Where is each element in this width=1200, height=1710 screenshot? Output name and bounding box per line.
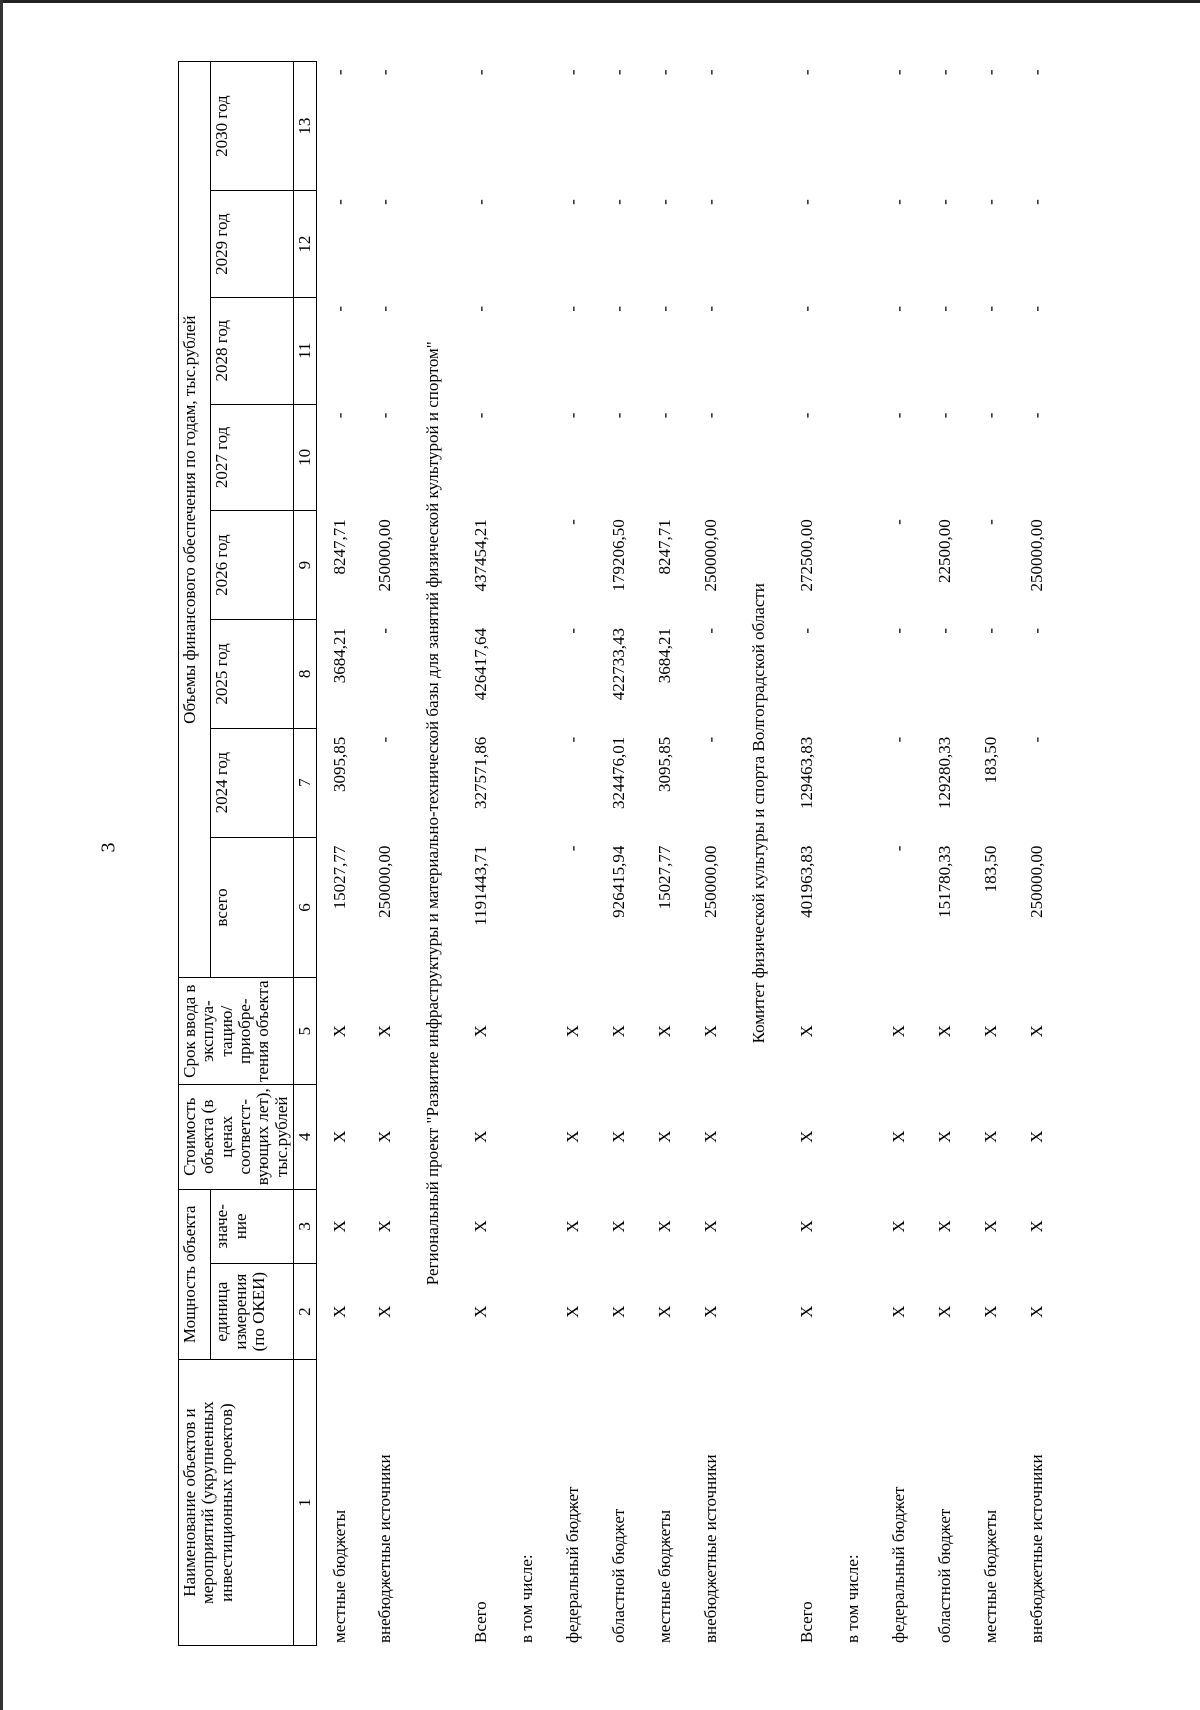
value-cell: - xyxy=(471,412,491,419)
value-cell xyxy=(505,511,551,620)
section-title xyxy=(735,62,785,1646)
value-cell: - xyxy=(563,412,583,419)
col-num: 5 xyxy=(294,978,317,1085)
table-cell: X xyxy=(1027,1220,1047,1233)
col-num: 7 xyxy=(294,728,317,837)
value-cell: - xyxy=(375,69,395,76)
value-cell: 8247,71 xyxy=(329,519,349,575)
header-2030: 2030 год xyxy=(211,62,294,191)
table-cell: X xyxy=(701,1130,721,1143)
value-cell: - xyxy=(935,199,955,205)
value-cell: - xyxy=(701,736,721,743)
value-cell: - xyxy=(655,199,675,205)
table-row xyxy=(551,62,597,1646)
table-row xyxy=(363,62,409,1646)
table-cell: X xyxy=(981,1220,1001,1233)
value-cell: 183,50 xyxy=(981,845,1001,893)
value-cell: 151780,33 xyxy=(935,845,955,918)
table-row xyxy=(1015,62,1061,1646)
value-cell: 3684,21 xyxy=(329,628,349,684)
value-cell xyxy=(831,404,877,511)
table-cell: X xyxy=(655,1305,675,1318)
financing-table xyxy=(178,61,1061,1646)
table-cell: X xyxy=(563,1220,583,1233)
row-label: Всего xyxy=(797,1601,817,1643)
value-cell xyxy=(831,191,877,298)
table-cell: X xyxy=(471,1130,491,1143)
table-row xyxy=(923,62,969,1646)
row-label: в том числе: xyxy=(517,1554,537,1643)
value-cell: - xyxy=(797,199,817,205)
row-label: Всего xyxy=(471,1601,491,1643)
table-cell: X xyxy=(935,1220,955,1233)
section-title-text: Комитет физической культуры и спорта Волгоградской области xyxy=(749,583,769,1044)
value-cell: - xyxy=(889,628,909,634)
value-cell: - xyxy=(563,69,583,76)
value-cell: 250000,00 xyxy=(701,519,721,592)
value-cell: - xyxy=(889,69,909,76)
value-cell: - xyxy=(981,69,1001,76)
table-cell xyxy=(831,1189,877,1264)
table-row xyxy=(969,62,1015,1646)
table-cell: X xyxy=(701,1305,721,1318)
value-cell: - xyxy=(797,69,817,76)
table-cell: X xyxy=(1027,1305,1047,1318)
header-2029: 2029 год xyxy=(211,191,294,298)
value-cell: 250000,00 xyxy=(375,845,395,918)
page-number: 3 xyxy=(97,842,120,853)
value-cell: - xyxy=(889,736,909,743)
section-header-row xyxy=(735,62,785,1646)
value-cell: 22500,00 xyxy=(935,519,955,583)
value-cell: - xyxy=(981,199,1001,205)
value-cell xyxy=(505,837,551,978)
table-cell: X xyxy=(889,1220,909,1233)
value-cell: - xyxy=(935,69,955,76)
table-cell: X xyxy=(471,1220,491,1233)
table-row xyxy=(597,62,643,1646)
col-num: 13 xyxy=(294,62,317,191)
header-2024: 2024 год xyxy=(211,728,294,837)
value-cell: - xyxy=(889,845,909,852)
value-cell: - xyxy=(563,305,583,312)
table-cell: X xyxy=(889,1130,909,1143)
value-cell xyxy=(831,728,877,837)
value-cell: - xyxy=(1027,412,1047,419)
table-cell: X xyxy=(981,1025,1001,1038)
table-row xyxy=(317,62,363,1646)
value-cell: 250000,00 xyxy=(701,845,721,918)
table-cell: X xyxy=(1027,1025,1047,1038)
value-cell: - xyxy=(329,199,349,205)
value-cell: - xyxy=(889,199,909,205)
table-cell: X xyxy=(981,1130,1001,1143)
value-cell: - xyxy=(935,412,955,419)
row-label: местные бюджеты xyxy=(329,1509,349,1643)
value-cell xyxy=(505,620,551,729)
header-value: значе-ние xyxy=(211,1189,294,1264)
value-cell: - xyxy=(981,628,1001,634)
value-cell: 179206,50 xyxy=(609,519,629,592)
value-cell: 250000,00 xyxy=(1027,519,1047,592)
value-cell: 250000,00 xyxy=(375,519,395,592)
value-cell: - xyxy=(329,69,349,76)
header-volumes: Объемы финансового обеспечения по годам, тыс.рублей xyxy=(179,62,211,978)
table-body xyxy=(317,62,1061,1646)
value-cell: 8247,71 xyxy=(655,519,675,575)
value-cell: 327571,86 xyxy=(471,736,491,810)
value-cell: - xyxy=(375,305,395,312)
table-cell: X xyxy=(375,1220,395,1233)
scan-edge-left xyxy=(0,0,3,1710)
header-cost: Стоимость объекта (в ценах соответст-вующих лет), тыс.рублей xyxy=(179,1085,294,1190)
table-cell xyxy=(505,1264,551,1360)
section-header-row xyxy=(409,62,459,1646)
value-cell: - xyxy=(981,412,1001,419)
col-num: 8 xyxy=(294,620,317,729)
value-cell: - xyxy=(889,305,909,312)
table-cell: X xyxy=(655,1130,675,1143)
header-total: всего xyxy=(211,837,294,978)
value-cell: - xyxy=(471,305,491,312)
col-num: 2 xyxy=(294,1264,317,1360)
value-cell xyxy=(505,728,551,837)
value-cell: - xyxy=(655,412,675,419)
header-2027: 2027 год xyxy=(211,404,294,511)
scan-edge-top xyxy=(0,0,1200,3)
table-cell: X xyxy=(935,1025,955,1038)
table-cell: X xyxy=(375,1130,395,1143)
table-row xyxy=(831,62,877,1646)
value-cell xyxy=(831,837,877,978)
value-cell: - xyxy=(935,628,955,634)
value-cell: - xyxy=(329,412,349,419)
value-cell: 3684,21 xyxy=(655,628,675,684)
value-cell: - xyxy=(563,519,583,525)
row-label: внебюджетные источники xyxy=(375,1454,395,1643)
table-cell: X xyxy=(1027,1130,1047,1143)
value-cell: - xyxy=(701,199,721,205)
table-row xyxy=(459,62,505,1646)
column-number-row xyxy=(294,62,317,1646)
value-cell: 3095,85 xyxy=(329,736,349,793)
value-cell: - xyxy=(609,305,629,312)
table-cell: X xyxy=(935,1130,955,1143)
value-cell: - xyxy=(1027,305,1047,312)
value-cell: 129280,33 xyxy=(935,736,955,810)
row-label: в том числе: xyxy=(843,1554,863,1643)
value-cell: 272500,00 xyxy=(797,519,817,592)
value-cell: 250000,00 xyxy=(1027,845,1047,918)
table-cell: X xyxy=(889,1025,909,1038)
value-cell: - xyxy=(1027,736,1047,743)
table-cell xyxy=(505,1085,551,1190)
value-cell: - xyxy=(981,305,1001,312)
table-header xyxy=(179,62,317,1646)
value-cell: - xyxy=(797,628,817,634)
value-cell xyxy=(831,297,877,404)
value-cell: 15027,77 xyxy=(329,845,349,910)
table-row xyxy=(505,62,551,1646)
col-num: 11 xyxy=(294,297,317,404)
value-cell xyxy=(831,62,877,191)
row-label: федеральный бюджет xyxy=(563,1486,583,1643)
value-cell: - xyxy=(701,305,721,312)
header-unit: единица измерения (по ОКЕИ) xyxy=(211,1264,294,1360)
value-cell: - xyxy=(609,412,629,419)
table-cell: X xyxy=(797,1025,817,1038)
value-cell: - xyxy=(471,69,491,76)
table-cell: X xyxy=(701,1025,721,1038)
header-name: Наименование объектов и мероприятий (укрупненных инвестиционных проектов) xyxy=(179,1360,294,1646)
row-label: внебюджетные источники xyxy=(1027,1454,1047,1643)
table-cell: X xyxy=(797,1130,817,1143)
value-cell: - xyxy=(329,305,349,312)
value-cell: - xyxy=(1027,69,1047,76)
row-label: местные бюджеты xyxy=(981,1509,1001,1643)
table-cell xyxy=(831,1264,877,1360)
value-cell: - xyxy=(655,69,675,76)
value-cell: - xyxy=(701,628,721,634)
table-cell: X xyxy=(797,1220,817,1233)
section-title-text: Региональный проект "Развитие инфраструктуры и материально-технической базы для занятий физической культурой и спортом" xyxy=(423,341,443,1286)
rotated-page-content xyxy=(178,61,1103,1646)
row-label: областной бюджет xyxy=(935,1508,955,1643)
table-row xyxy=(877,62,923,1646)
value-cell: - xyxy=(609,199,629,205)
value-cell: - xyxy=(981,519,1001,525)
value-cell: 437454,21 xyxy=(471,519,491,592)
value-cell: - xyxy=(1027,628,1047,634)
value-cell xyxy=(831,511,877,620)
table-cell: X xyxy=(609,1305,629,1318)
value-cell: 401963,83 xyxy=(797,845,817,918)
col-num: 10 xyxy=(294,404,317,511)
value-cell: - xyxy=(889,412,909,419)
header-capacity: Мощность объекта xyxy=(179,1189,211,1360)
col-num: 4 xyxy=(294,1085,317,1190)
table-cell: X xyxy=(471,1025,491,1038)
value-cell xyxy=(505,297,551,404)
value-cell: - xyxy=(563,736,583,743)
value-cell: - xyxy=(375,412,395,419)
value-cell: 324476,01 xyxy=(609,736,629,810)
table-cell: X xyxy=(329,1305,349,1318)
row-label: федеральный бюджет xyxy=(889,1486,909,1643)
table-cell: X xyxy=(609,1025,629,1038)
section-title xyxy=(409,62,459,1646)
table-cell: X xyxy=(609,1130,629,1143)
value-cell: 1191443,71 xyxy=(471,845,491,926)
table-cell: X xyxy=(935,1305,955,1318)
table-row xyxy=(643,62,689,1646)
value-cell: - xyxy=(701,412,721,419)
col-num: 9 xyxy=(294,511,317,620)
value-cell: - xyxy=(609,69,629,76)
header-2028: 2028 год xyxy=(211,297,294,404)
value-cell: - xyxy=(889,519,909,525)
table-cell: X xyxy=(701,1220,721,1233)
header-term: Срок ввода в эксплуа-тацию/ приобре-тения объекта xyxy=(179,978,294,1085)
value-cell: - xyxy=(563,628,583,634)
value-cell: 15027,77 xyxy=(655,845,675,910)
row-label: местные бюджеты xyxy=(655,1509,675,1643)
value-cell: 129463,83 xyxy=(797,736,817,810)
row-label: внебюджетные источники xyxy=(701,1454,721,1643)
value-cell: 422733,43 xyxy=(609,628,629,701)
table-cell: X xyxy=(563,1025,583,1038)
table-cell: X xyxy=(797,1305,817,1318)
table-cell: X xyxy=(375,1305,395,1318)
header-2025: 2025 год xyxy=(211,620,294,729)
table-cell: X xyxy=(563,1305,583,1318)
value-cell: - xyxy=(701,69,721,76)
value-cell: - xyxy=(1027,199,1047,205)
table-cell: X xyxy=(655,1220,675,1233)
table-cell: X xyxy=(329,1220,349,1233)
table-cell: X xyxy=(655,1025,675,1038)
table-cell xyxy=(505,1189,551,1264)
value-cell: - xyxy=(563,199,583,205)
value-cell xyxy=(505,191,551,298)
table-cell: X xyxy=(471,1305,491,1318)
value-cell xyxy=(831,620,877,729)
table-cell xyxy=(505,978,551,1085)
value-cell: - xyxy=(797,412,817,419)
value-cell: - xyxy=(797,305,817,312)
value-cell: - xyxy=(471,199,491,205)
col-num: 1 xyxy=(294,1360,317,1646)
table-cell xyxy=(831,1085,877,1190)
table-cell: X xyxy=(609,1220,629,1233)
value-cell: 926415,94 xyxy=(609,845,629,918)
table-cell: X xyxy=(889,1305,909,1318)
value-cell: - xyxy=(563,845,583,852)
value-cell: 426417,64 xyxy=(471,628,491,701)
table-cell: X xyxy=(329,1130,349,1143)
table-row xyxy=(785,62,831,1646)
value-cell: 183,50 xyxy=(981,736,1001,784)
value-cell: - xyxy=(375,736,395,743)
value-cell: - xyxy=(935,305,955,312)
header-2026: 2026 год xyxy=(211,511,294,620)
table-row xyxy=(689,62,735,1646)
value-cell: - xyxy=(375,628,395,634)
col-num: 6 xyxy=(294,837,317,978)
table-cell: X xyxy=(563,1130,583,1143)
table-cell: X xyxy=(375,1025,395,1038)
value-cell: 3095,85 xyxy=(655,736,675,793)
table-cell: X xyxy=(329,1025,349,1038)
value-cell xyxy=(505,404,551,511)
value-cell: - xyxy=(655,305,675,312)
value-cell xyxy=(505,62,551,191)
table-cell: X xyxy=(981,1305,1001,1318)
col-num: 12 xyxy=(294,191,317,298)
col-num: 3 xyxy=(294,1189,317,1264)
value-cell: - xyxy=(375,199,395,205)
row-label: областной бюджет xyxy=(609,1508,629,1643)
table-cell xyxy=(831,978,877,1085)
